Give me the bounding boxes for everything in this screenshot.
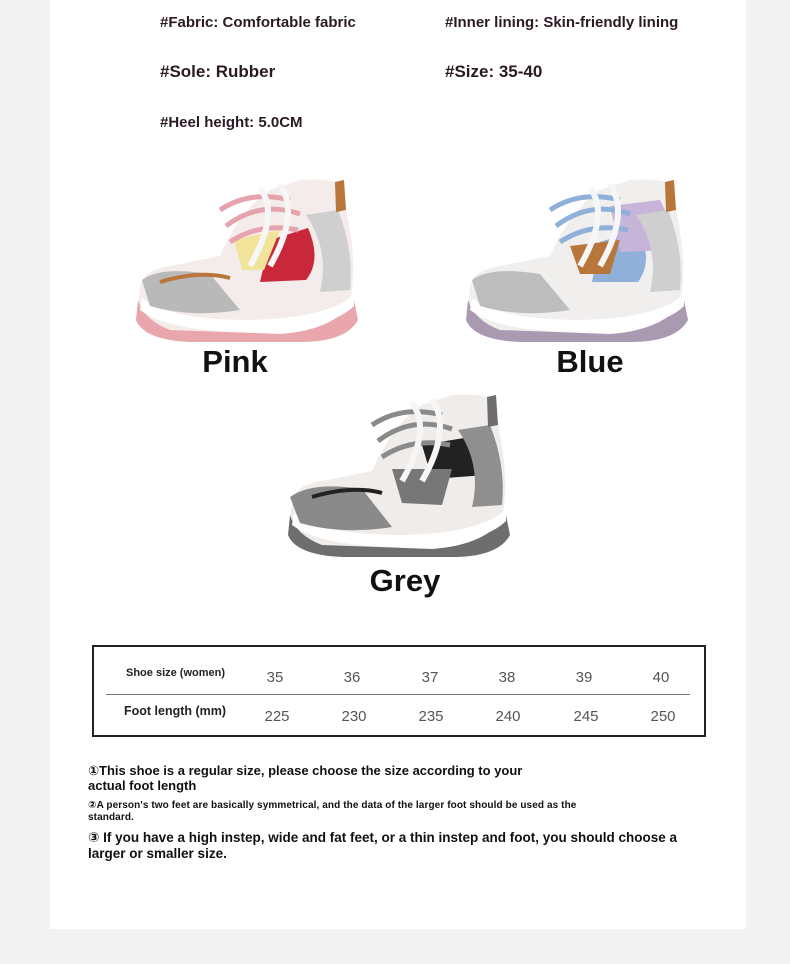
length-cell: 225 (264, 708, 290, 725)
row-label-foot-length: Foot length (mm) (124, 704, 227, 718)
length-cell: 230 (341, 708, 367, 725)
table-divider (106, 694, 690, 695)
color-label-blue: Blue (556, 344, 624, 379)
blue-shoe-image (460, 170, 700, 350)
spec-sole: #Sole: Rubber (160, 62, 276, 81)
sizing-note-2: ②A person's two feet are basically symmetrical, and the data of the larger foot should be used as the standard. (88, 800, 577, 823)
sizing-note-1: ①This shoe is a regular size, please choose the size according to your actual foot length (88, 763, 523, 793)
spec-size: #Size: 35-40 (445, 62, 543, 81)
size-cell: 39 (575, 669, 593, 686)
spec-lining: #Inner lining: Skin-friendly lining (445, 14, 679, 31)
color-label-pink: Pink (202, 344, 268, 379)
size-cell: 35 (266, 669, 284, 686)
size-cell: 38 (498, 669, 516, 686)
color-label-grey: Grey (369, 563, 441, 598)
grey-shoe-image (282, 385, 522, 565)
row-label-shoe-size: Shoe size (women) (126, 667, 226, 679)
spec-heel-height: #Heel height: 5.0CM (160, 114, 303, 131)
length-cell: 245 (573, 708, 599, 725)
size-cell: 36 (343, 669, 361, 686)
size-cell: 40 (652, 669, 670, 686)
spec-fabric: #Fabric: Comfortable fabric (160, 14, 356, 31)
size-cell: 37 (421, 669, 439, 686)
sizing-note-3: ③ If you have a high instep, wide and fat feet, or a thin instep and foot, you should choose a larger or smaller size. (88, 830, 677, 861)
length-cell: 240 (495, 708, 521, 725)
length-cell: 235 (418, 708, 444, 725)
pink-shoe-image (130, 170, 370, 350)
length-cell: 250 (650, 708, 676, 725)
size-chart-table (92, 645, 706, 737)
product-detail-sheet (50, 0, 746, 929)
